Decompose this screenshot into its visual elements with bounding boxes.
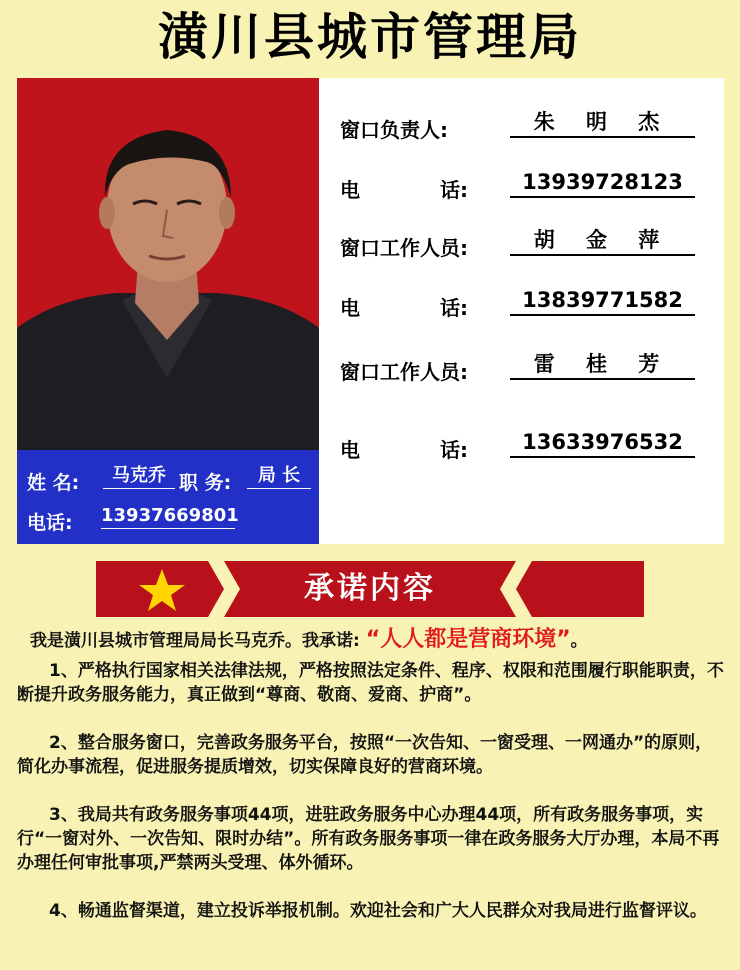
- position-label: 职 务:: [179, 472, 232, 494]
- intro-text: 我是潢川县城市管理局局长马克乔。我承诺:: [30, 631, 360, 651]
- slogan: “人人都是营商环境”: [365, 627, 571, 652]
- staff2-phone: 13633976532: [510, 428, 695, 458]
- commitment-item-2: 2、整合服务窗口，完善政务服务平台，按照“一次告知、一窗受理、一网通办”的原则，简化办事流程，促进服务提质增效，切实保障良好的营商环境。: [17, 733, 713, 777]
- commitment-item-3: 3、我局共有政务服务事项44项，进驻政务服务中心办理44项，所有政务服务事项，实行“一窗对外、一次告知、限时办结”。所有政务服务事项一律在政务服务大厅办理，本局不再办理任何审批事项,严禁两头受理、体外循环。: [17, 805, 720, 873]
- staff1-name: 胡 金 萍: [510, 226, 695, 256]
- manager-label: 窗口负责人:: [340, 118, 448, 142]
- leader-phone: 13937669801: [101, 504, 235, 529]
- leader-name: 马克乔: [103, 464, 175, 489]
- manager-name: 朱 明 杰: [510, 108, 695, 138]
- slogan-end: 。: [570, 631, 588, 651]
- commitment-banner: [96, 561, 644, 617]
- leader-info-box: [17, 450, 319, 544]
- manager-phone-label: 电 话:: [340, 178, 468, 202]
- staff2-phone-label: 电 话:: [340, 438, 468, 462]
- staff1-label: 窗口工作人员:: [340, 236, 468, 260]
- leader-phone-label: 电话:: [27, 512, 73, 534]
- manager-phone: 13939728123: [510, 168, 695, 198]
- staff1-phone: 13839771582: [510, 286, 695, 316]
- commitment-item-1: 1、严格执行国家相关法律法规，严格按照法定条件、程序、权限和范围履行职能职责，不断提升政务服务能力，真正做到“尊商、敬商、爱商、护商”。: [17, 661, 724, 705]
- staff2-name: 雷 桂 芳: [510, 350, 695, 380]
- commitment-item-4: 4、畅通监督渠道，建立投诉举报机制。欢迎社会和广大人民群众对我局进行监督评议。: [49, 901, 707, 921]
- leader-photo: [17, 78, 319, 450]
- staff2-label: 窗口工作人员:: [340, 360, 468, 384]
- name-label: 姓 名:: [27, 472, 80, 494]
- leader-position: 局 长: [247, 464, 311, 489]
- banner-title: 承诺内容: [304, 571, 436, 606]
- page-title: 潢川县城市管理局: [158, 8, 582, 66]
- commitment-intro: [30, 628, 730, 653]
- staff1-phone-label: 电 话:: [340, 296, 468, 320]
